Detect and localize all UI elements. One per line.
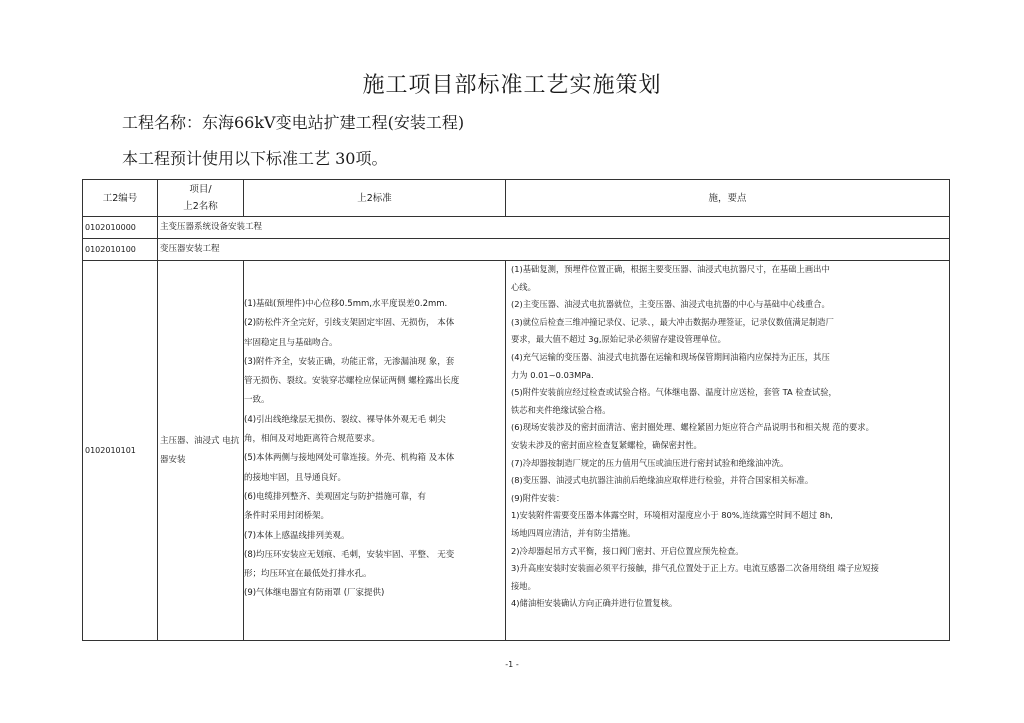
standard-line: (5)本体两侧与接地网处可靠连接。外壳、机构箱 及本体 xyxy=(244,453,455,464)
header-standard: 上2标准 xyxy=(244,180,506,217)
point-line: (1)基础复测，预埋件位置正确，根据主要变压器、油浸式电抗器尺寸，在基础上画出中 xyxy=(511,264,830,274)
point-line: (3)就位后检查三维冲撞记录仪、记录、，最大冲击数据办理签证，记录仪数值满足制造厂 xyxy=(511,316,834,327)
main-standard xyxy=(244,261,506,641)
standard-line: 牢固稳定且与基础吻合。 xyxy=(244,337,338,348)
standard-line: 条件时采用封闭桥架。 xyxy=(244,511,330,522)
table-row xyxy=(83,217,950,239)
standard-line: 一致。 xyxy=(244,395,270,406)
standard-line: (6)电缆排列整齐、美观固定与防护措施可靠，有 xyxy=(244,491,427,502)
point-line: (4)充气运输的变压器、油浸式电抗器在运输和现场保管期间油箱内应保持为正压，其压 xyxy=(511,351,830,362)
table-header-row xyxy=(83,180,950,217)
table-row xyxy=(83,239,950,261)
point-line: (5)附件安装前应经过检查或试验合格。气体继电器、温度计应送检，套管 TA 检查试验， xyxy=(511,387,837,398)
row-name: 主变压器系统设备安装工程 xyxy=(158,217,950,239)
header-code: 工2编号 xyxy=(83,180,158,217)
process-table xyxy=(82,179,950,641)
point-line: 3)升高座安装时安装面必须平行接触，排气孔位置处于正上方。电流互感器二次备用绕组 端子应短接 xyxy=(511,563,879,574)
standard-line: 管无损伤、裂纹。安装穿芯螺栓应保证两侧 螺栓露出长度 xyxy=(244,376,460,387)
point-line: 心线。 xyxy=(511,281,536,292)
page-number: -1 - xyxy=(505,660,519,669)
standard-line: (2)防松件齐全完好，引线支架固定牢固、无损伤， 本体 xyxy=(244,318,455,329)
header-name-line1: 项目/ xyxy=(189,184,212,195)
standard-line: 角，相间及对地距离符合规范要求。 xyxy=(244,434,381,445)
point-line: 1)安装附件需要变压器本体露空时，环境相对湿度应小于 80%,连续露空时间不超过 8h, xyxy=(511,510,833,521)
table-row-main xyxy=(83,261,950,641)
main-code: 0102010101 xyxy=(83,261,158,641)
row-code: 0102010100 xyxy=(83,239,158,261)
main-name: 主压器、油浸式 电抗器安装 xyxy=(158,261,244,641)
header-name-line2: 上2名称 xyxy=(183,201,218,212)
standard-line: (1)基础(预埋件)中心位移0.5mm,水平度误差0.2mm. xyxy=(244,299,448,309)
point-line: 要求，最大值不超过 3g,原始记录必须留存建设管理单位。 xyxy=(511,334,726,345)
point-line: 4)储油柜安装确认方向正确并进行位置复核。 xyxy=(511,598,678,609)
standard-line: 的接地牢固，且导通良好。 xyxy=(244,472,347,483)
point-line: (8)变压器、油浸式电抗器注油前后绝缘油应取样进行检验，并符合国家相关标准。 xyxy=(511,475,814,486)
point-line: 铁芯和夹件绝缘试验合格。 xyxy=(511,404,611,415)
point-line: 安装未涉及的密封面应检查复紧螺栓，确保密封性。 xyxy=(511,439,702,450)
point-line: 力为 0.01~0.03MPa. xyxy=(511,369,594,380)
point-line: (9)附件安装： xyxy=(511,492,565,503)
standard-line: (9)气体继电器宜有防雨罩 (厂家提供) xyxy=(244,588,385,599)
standard-line: (4)引出线绝缘层无损伤、裂纹、裸导体外观无毛 刺尖 xyxy=(244,414,446,425)
standard-line: (7)本体上感温线排列美观。 xyxy=(244,530,350,541)
point-line: 场地四周应清洁，并有防尘措施。 xyxy=(511,527,636,538)
point-line: 2)冷却器起吊方式平衡，接口阀门密封、开启位置应预先检查。 xyxy=(511,545,744,556)
point-line: 接地。 xyxy=(511,580,536,591)
point-line: (2)主变压器、油浸式电抗器就位，主变压器、油浸式电抗器的中心与基础中心线重合。 xyxy=(511,299,830,310)
standard-line: (3)附件齐全，安装正确，功能正常，无渗漏油现 象，套 xyxy=(244,356,455,367)
standard-line: (8)均压环安装应无划痕、毛刺，安装牢固、平整、 无变 xyxy=(244,549,455,560)
project-name: 工程名称：东海66kV变电站扩建工程(安装工程) xyxy=(122,113,465,132)
point-line: (7)冷却器按制造厂规定的压力值用气压或油压进行密封试验和绝缘油冲洗。 xyxy=(511,457,789,468)
header-points: 施，要点 xyxy=(506,180,950,217)
process-count: 本工程预计使用以下标准工艺 30项。 xyxy=(122,149,388,168)
standard-line: 形；均压环宜在最低处打排水孔。 xyxy=(244,569,372,580)
row-code: 0102010000 xyxy=(83,217,158,239)
row-name: 变压器安装工程 xyxy=(158,239,950,261)
header-name xyxy=(158,180,244,217)
point-line: (6)现场安装涉及的密封面清洁、密封圈处理、螺栓紧固力矩应符合产品说明书和相关规 范的要求。 xyxy=(511,422,874,433)
main-points xyxy=(506,261,950,641)
page-title: 施工项目部标准工艺实施策划 xyxy=(362,73,662,98)
